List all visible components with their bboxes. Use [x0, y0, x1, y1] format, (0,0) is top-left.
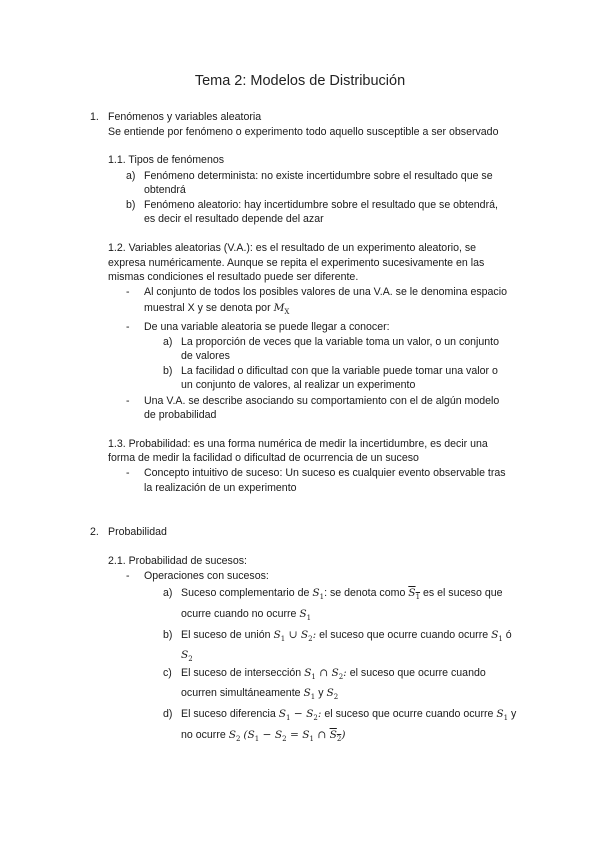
list-item-text: es decir el resultado depende del azar — [144, 213, 324, 225]
bullet-text: Concepto intuitivo de suceso: Un suceso es cualquier evento observable tras — [144, 467, 506, 479]
math-symbol: $S_1$ ∪ $S_2$: — [273, 629, 317, 643]
list-marker: a) — [126, 170, 136, 182]
list-item-text: La proporción de veces que la variable toma un valor, o un conjunto — [181, 336, 500, 348]
math-symbol: $S_1$ — [496, 708, 509, 722]
list-item-text — [181, 648, 193, 664]
list-item-text: El suceso diferencia $S_1 - S_2$: el suceso que ocurre cuando ocurre $S_1$ y — [181, 708, 517, 722]
bullet-text: la realización de un experimento — [144, 482, 297, 494]
list-item-text: La facilidad o dificultad con que la variable puede tomar una valor o — [181, 365, 498, 377]
bullet-text: de probabilidad — [144, 409, 217, 421]
paragraph-line: forma de medir la facilidad o dificultad de ocurrencia de un suceso — [108, 452, 419, 464]
bullet-dash: - — [126, 321, 130, 333]
section-1-number: 1. — [90, 111, 99, 123]
list-item-text: El suceso de intersección $S_1$ ∩ $S_2$: el suceso que ocurre cuando — [181, 667, 486, 681]
list-item-text: Fenómeno aleatorio: hay incertidumbre sobre el resultado que se obtendrá, — [144, 199, 498, 211]
math-symbol: $S_2$ — [181, 649, 193, 663]
bullet-text — [144, 301, 289, 317]
bullet-dash: - — [126, 395, 130, 407]
math-symbol: $M_X$ — [273, 302, 290, 316]
list-marker: b) — [126, 199, 136, 211]
list-marker: a) — [163, 587, 173, 599]
bullet-dash: - — [126, 286, 130, 298]
bullet-dash: - — [126, 467, 130, 479]
bullet-text: De una variable aleatoria se puede llegar a conocer: — [144, 321, 390, 333]
math-symbol: $S_1$ — [303, 687, 316, 701]
section-2-heading: Probabilidad — [108, 526, 167, 538]
list-marker: a) — [163, 336, 173, 348]
math-symbol: $S_1$ — [299, 608, 312, 622]
list-item-text: no ocurre $S_2$ ($S_1 - S_2 = S_1$ ∩ $S_2$) — [181, 729, 346, 743]
subsection-2-1-heading: 2.1. Probabilidad de sucesos: — [108, 555, 247, 567]
bullet-text: Al conjunto de todos los posibles valores de una V.A. se le denomina espacio — [144, 286, 507, 298]
math-symbol: $S_1$ — [408, 587, 421, 601]
list-marker: d) — [163, 708, 173, 720]
math-symbol: $S_2$ — [326, 687, 339, 701]
list-marker: c) — [163, 667, 172, 679]
list-item-text: Fenómeno determinista: no existe incertidumbre sobre el resultado que se — [144, 170, 493, 182]
section-1-heading: Fenómenos y variables aleatoria — [108, 111, 262, 123]
bullet-text: Operaciones con sucesos: — [144, 570, 269, 582]
paragraph-line: 1.2. Variables aleatorias (V.A.): es el resultado de un experimento aleatorio, se — [108, 242, 477, 254]
math-symbol: $S_1$ — [491, 629, 503, 643]
list-item-text: ocurre cuando no ocurre $S_1$ — [181, 608, 312, 622]
paragraph-line: expresa numéricamente. Aunque se repita el experimento sucesivamente en las — [108, 257, 485, 269]
paragraph-line: 1.3. Probabilidad: es una forma numérica de medir la incertidumbre, es decir una — [108, 438, 488, 450]
subsection-1-1-heading: 1.1. Tipos de fenómenos — [108, 154, 225, 166]
math-symbol: $S_1 - S_2$: — [278, 708, 322, 722]
page-title: Tema 2: Modelos de Distribución — [194, 73, 406, 89]
list-item-text: Suceso complementario de $S_1$: se denota como $S_1$ es el suceso que — [181, 587, 503, 601]
math-symbol: $S_2$ — [228, 729, 241, 743]
list-marker: b) — [163, 629, 173, 641]
math-formula: ($S_1 - S_2 = S_1$ ∩ $S_2$) — [243, 729, 346, 743]
bullet-dash: - — [126, 570, 130, 582]
paragraph-line: mismas condiciones el resultado puede ser diferente. — [108, 271, 359, 283]
section-2-number: 2. — [90, 526, 99, 538]
list-item-text: ocurren simultáneamente $S_1$ y $S_2$ — [181, 687, 339, 701]
section-1-intro: Se entiende por fenómeno o experimento todo aquello susceptible a ser observado — [108, 126, 499, 138]
list-item-text: un conjunto de valores, al realizar un experimento — [181, 379, 416, 391]
bullet-text-part: muestral X y se denota por — [144, 302, 271, 314]
list-item-text: El suceso de unión $S_1$ ∪ $S_2$: el suceso que ocurre cuando ocurre $S_1$ ó — [181, 629, 512, 643]
math-symbol: $S_1$ ∩ $S_2$: — [304, 667, 347, 681]
bullet-text: Una V.A. se describe asociando su comportamiento con el de algún modelo — [144, 395, 500, 407]
list-item-text: obtendrá — [144, 184, 186, 196]
list-marker: b) — [163, 365, 173, 377]
math-symbol: $S_1$ — [312, 587, 325, 601]
list-item-text: de valores — [181, 350, 230, 362]
